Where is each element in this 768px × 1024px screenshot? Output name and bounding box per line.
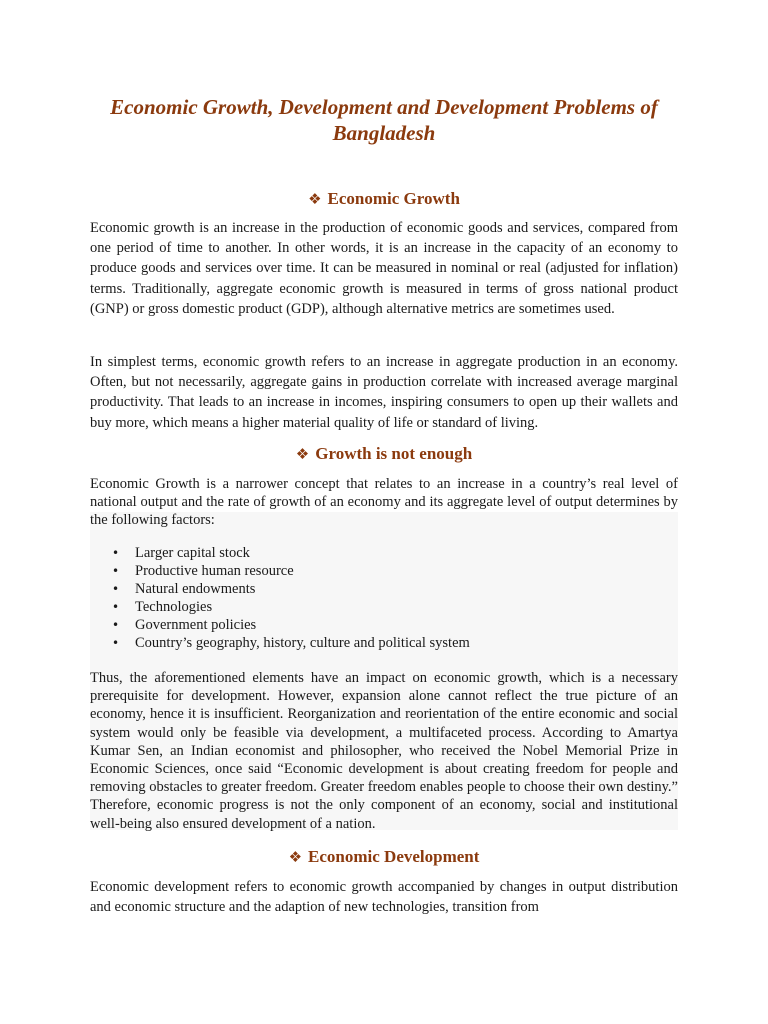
bullet-icon: • xyxy=(112,636,120,650)
list-item: • Government policies xyxy=(112,617,257,633)
paragraph: In simplest terms, economic growth refers to an increase in aggregate production in an economy. Often, but not necessarily, aggregate gains in production correlate with increased average marginal productivity. That leads to an increase in incomes, inspiring consumers to open up their wallets and buy more, which means a higher material quality of life or standard of living. xyxy=(90,354,678,431)
list-item: • Natural endowments xyxy=(112,581,256,597)
diamond-bullet-icon: ❖ xyxy=(308,190,322,208)
section-heading-text: Economic Development xyxy=(308,847,480,866)
factors-list xyxy=(90,544,678,652)
paragraph: Economic growth is an increase in the production of economic goods and services, compared from one period of time to another. In other words, it is an increase in the capacity of an economy to produce goods and services over time. It can be measured in nominal or real (adjusted for inflation) terms. Traditionally, aggregate economic growth is measured in terms of gross national product (GNP) or gross domestic product (GDP), although alternative metrics are sometimes used. xyxy=(90,220,678,317)
list-item: • Country’s geography, history, culture and political system xyxy=(112,635,470,651)
section-heading-economic-growth xyxy=(90,189,678,209)
diamond-bullet-icon: ❖ xyxy=(295,445,310,463)
list-item: • Technologies xyxy=(112,599,213,615)
paragraph: Thus, the aforementioned elements have an impact on economic growth, which is a necessary prerequisite for development. However, expansion alone cannot reflect the true picture of an economy, hence it is insufficient. Reorganization and reorientation of the entire economic and social system would only be feasible via development, a multifaceted process. According to Amartya Kumar Sen, an Indian economist and philosopher, who received the Nobel Memorial Prize in Economic Sciences, once said “Economic development is about creating freedom for people and removing obstacles to greater freedom. Greater freedom enables people to choose their own destiny.” Therefore, economic progress is not the only component of an economy, social and institutional well-being also ensured development of a nation. xyxy=(90,670,678,832)
section-heading-text: Economic Growth xyxy=(327,189,460,208)
section-heading-text: Growth is not enough xyxy=(315,444,473,463)
bullet-icon: • xyxy=(112,600,120,614)
section-heading-economic-development xyxy=(90,847,678,867)
bullet-icon: • xyxy=(112,546,120,560)
bullet-icon: • xyxy=(112,564,120,578)
paragraph: Economic development refers to economic growth accompanied by changes in output distribution and economic structure and the adaption of new technologies, transition from xyxy=(90,879,678,916)
list-item: • Larger capital stock xyxy=(112,545,250,561)
diamond-bullet-icon: ❖ xyxy=(288,848,303,866)
section-heading-growth-not-enough xyxy=(90,444,678,464)
paragraph: Economic Growth is a narrower concept that relates to an increase in a country’s real level of national output and the rate of growth of an economy and its aggregate level of output determines by the following factors: xyxy=(90,476,678,529)
document-title: Economic Growth, Development and Development Problems of Bangladesh xyxy=(110,95,658,145)
bullet-icon: • xyxy=(112,582,120,596)
bullet-icon: • xyxy=(112,618,120,632)
list-item: • Productive human resource xyxy=(112,563,294,579)
